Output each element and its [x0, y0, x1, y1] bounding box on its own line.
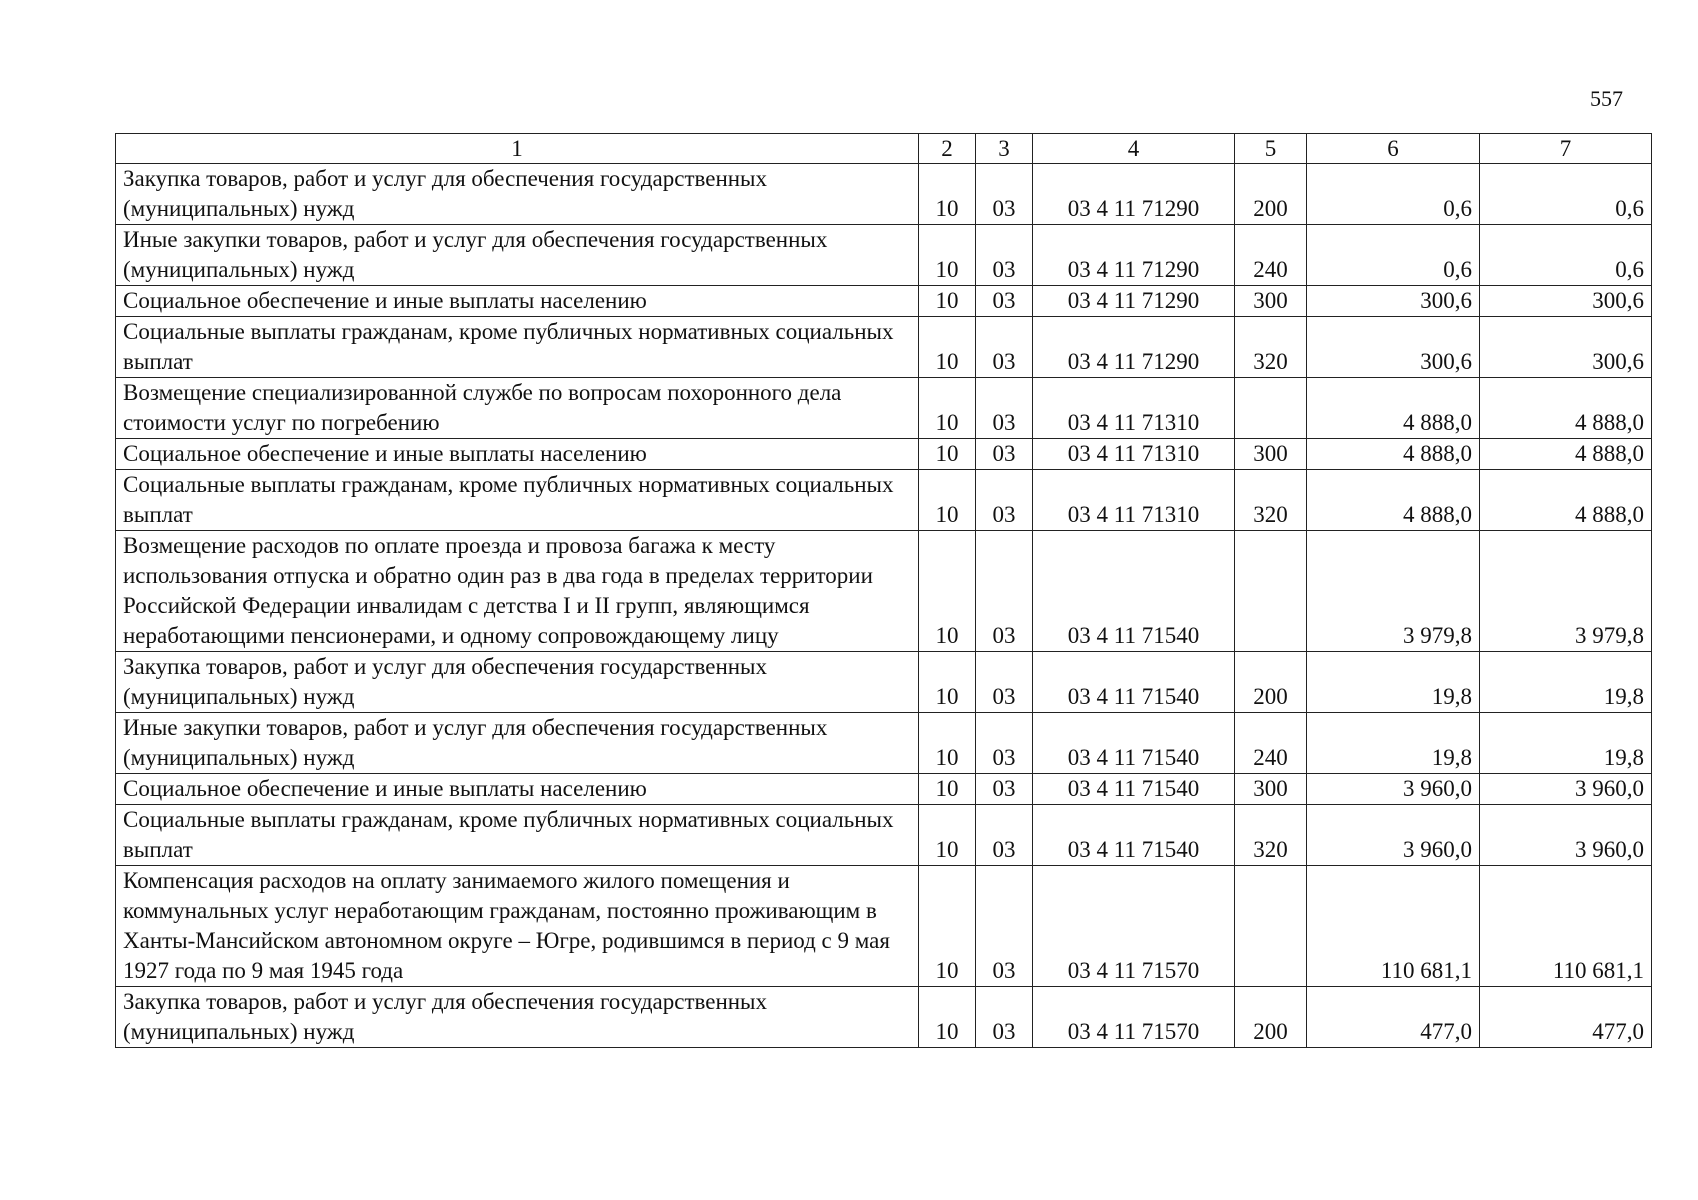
row-name-cell: Закупка товаров, работ и услуг для обеспечения государственных (муниципальных) нужд: [116, 987, 919, 1048]
row-expense-type-cell: 200: [1235, 987, 1307, 1048]
row-expense-type-cell: 300: [1235, 774, 1307, 805]
row-amount-year2-cell: 19,8: [1480, 713, 1652, 774]
row-name-cell: Социальное обеспечение и иные выплаты населению: [116, 286, 919, 317]
row-amount-year2-cell: 0,6: [1480, 164, 1652, 225]
page-number: 557: [1590, 86, 1623, 111]
header-col-2: 2: [919, 134, 976, 164]
row-amount-year2-cell: 3 960,0: [1480, 805, 1652, 866]
table-row: [116, 470, 1652, 531]
row-expense-type-cell: 200: [1235, 652, 1307, 713]
row-amount-year2-cell: 19,8: [1480, 652, 1652, 713]
row-amount-year2-cell: 300,6: [1480, 317, 1652, 378]
row-section-cell: 10: [919, 225, 976, 286]
row-section-cell: 10: [919, 317, 976, 378]
row-target-article-cell: 03 4 11 71540: [1033, 652, 1235, 713]
row-section-cell: 10: [919, 774, 976, 805]
row-section-cell: 10: [919, 286, 976, 317]
row-expense-type-cell: 300: [1235, 286, 1307, 317]
row-target-article-cell: 03 4 11 71310: [1033, 378, 1235, 439]
row-subsection-cell: 03: [976, 439, 1033, 470]
row-target-article-cell: 03 4 11 71310: [1033, 470, 1235, 531]
row-target-article-cell: 03 4 11 71540: [1033, 805, 1235, 866]
row-subsection-cell: 03: [976, 805, 1033, 866]
row-amount-year1-cell: 477,0: [1307, 987, 1480, 1048]
row-amount-year1-cell: 110 681,1: [1307, 866, 1480, 987]
row-amount-year1-cell: 19,8: [1307, 652, 1480, 713]
row-subsection-cell: 03: [976, 286, 1033, 317]
row-target-article-cell: 03 4 11 71290: [1033, 317, 1235, 378]
row-amount-year2-cell: 3 979,8: [1480, 531, 1652, 652]
row-name-cell: Социальное обеспечение и иные выплаты населению: [116, 774, 919, 805]
row-name-cell: Социальные выплаты гражданам, кроме публичных нормативных социальных выплат: [116, 317, 919, 378]
row-amount-year1-cell: 0,6: [1307, 225, 1480, 286]
row-name-cell: Социальное обеспечение и иные выплаты населению: [116, 439, 919, 470]
row-target-article-cell: 03 4 11 71290: [1033, 164, 1235, 225]
row-subsection-cell: 03: [976, 774, 1033, 805]
row-amount-year2-cell: 300,6: [1480, 286, 1652, 317]
table-row: [116, 713, 1652, 774]
header-col-4: 4: [1033, 134, 1235, 164]
row-amount-year2-cell: 477,0: [1480, 987, 1652, 1048]
row-section-cell: 10: [919, 713, 976, 774]
row-amount-year1-cell: 4 888,0: [1307, 439, 1480, 470]
header-row: [116, 134, 1652, 164]
row-subsection-cell: 03: [976, 164, 1033, 225]
row-expense-type-cell: [1235, 531, 1307, 652]
row-subsection-cell: 03: [976, 225, 1033, 286]
row-section-cell: 10: [919, 439, 976, 470]
header-col-5: 5: [1235, 134, 1307, 164]
header-col-3: 3: [976, 134, 1033, 164]
table-row: [116, 774, 1652, 805]
row-section-cell: 10: [919, 378, 976, 439]
row-amount-year2-cell: 3 960,0: [1480, 774, 1652, 805]
row-subsection-cell: 03: [976, 713, 1033, 774]
budget-table: [115, 133, 1652, 1048]
row-target-article-cell: 03 4 11 71540: [1033, 531, 1235, 652]
row-expense-type-cell: 300: [1235, 439, 1307, 470]
row-name-cell: Возмещение расходов по оплате проезда и провоза багажа к месту использования отпуска и обратно один раз в два года в пределах территории Российской Федерации инвалидам с детства I и II групп, являющимся неработающими пенсионерами, и одному сопровождающему лицу: [116, 531, 919, 652]
row-target-article-cell: 03 4 11 71540: [1033, 774, 1235, 805]
row-amount-year1-cell: 4 888,0: [1307, 470, 1480, 531]
row-name-cell: Закупка товаров, работ и услуг для обеспечения государственных (муниципальных) нужд: [116, 652, 919, 713]
row-target-article-cell: 03 4 11 71310: [1033, 439, 1235, 470]
row-name-cell: Социальные выплаты гражданам, кроме публичных нормативных социальных выплат: [116, 805, 919, 866]
row-expense-type-cell: 240: [1235, 225, 1307, 286]
row-target-article-cell: 03 4 11 71290: [1033, 225, 1235, 286]
row-subsection-cell: 03: [976, 317, 1033, 378]
row-expense-type-cell: 320: [1235, 805, 1307, 866]
row-amount-year2-cell: 110 681,1: [1480, 866, 1652, 987]
row-section-cell: 10: [919, 531, 976, 652]
table-row: [116, 805, 1652, 866]
header-col-6: 6: [1307, 134, 1480, 164]
row-subsection-cell: 03: [976, 531, 1033, 652]
table-row: [116, 866, 1652, 987]
row-subsection-cell: 03: [976, 378, 1033, 439]
row-amount-year2-cell: 4 888,0: [1480, 378, 1652, 439]
table-row: [116, 378, 1652, 439]
row-subsection-cell: 03: [976, 866, 1033, 987]
row-name-cell: Компенсация расходов на оплату занимаемого жилого помещения и коммунальных услуг неработающим гражданам, постоянно проживающим в Ханты-Мансийском автономном округе – Югре, родившимся в период с 9 мая 1927 года по 9 мая 1945 года: [116, 866, 919, 987]
table-row: [116, 164, 1652, 225]
row-amount-year1-cell: 4 888,0: [1307, 378, 1480, 439]
row-section-cell: 10: [919, 987, 976, 1048]
row-expense-type-cell: [1235, 866, 1307, 987]
row-amount-year1-cell: 300,6: [1307, 317, 1480, 378]
row-target-article-cell: 03 4 11 71570: [1033, 987, 1235, 1048]
row-section-cell: 10: [919, 805, 976, 866]
row-subsection-cell: 03: [976, 470, 1033, 531]
row-subsection-cell: 03: [976, 987, 1033, 1048]
header-col-1: 1: [116, 134, 919, 164]
row-amount-year2-cell: 0,6: [1480, 225, 1652, 286]
row-name-cell: Социальные выплаты гражданам, кроме публичных нормативных социальных выплат: [116, 470, 919, 531]
row-target-article-cell: 03 4 11 71290: [1033, 286, 1235, 317]
row-expense-type-cell: 320: [1235, 470, 1307, 531]
row-name-cell: Иные закупки товаров, работ и услуг для обеспечения государственных (муниципальных) нужд: [116, 713, 919, 774]
row-amount-year2-cell: 4 888,0: [1480, 470, 1652, 531]
row-amount-year1-cell: 19,8: [1307, 713, 1480, 774]
row-section-cell: 10: [919, 866, 976, 987]
row-amount-year1-cell: 3 960,0: [1307, 774, 1480, 805]
row-amount-year1-cell: 300,6: [1307, 286, 1480, 317]
row-expense-type-cell: 200: [1235, 164, 1307, 225]
row-expense-type-cell: [1235, 378, 1307, 439]
row-expense-type-cell: 320: [1235, 317, 1307, 378]
row-target-article-cell: 03 4 11 71540: [1033, 713, 1235, 774]
row-subsection-cell: 03: [976, 652, 1033, 713]
row-amount-year2-cell: 4 888,0: [1480, 439, 1652, 470]
row-name-cell: Иные закупки товаров, работ и услуг для обеспечения государственных (муниципальных) нужд: [116, 225, 919, 286]
row-expense-type-cell: 240: [1235, 713, 1307, 774]
table-body: [116, 164, 1652, 1048]
table-row: [116, 439, 1652, 470]
row-section-cell: 10: [919, 164, 976, 225]
row-section-cell: 10: [919, 470, 976, 531]
table-row: [116, 317, 1652, 378]
table-row: [116, 652, 1652, 713]
row-amount-year1-cell: 0,6: [1307, 164, 1480, 225]
row-target-article-cell: 03 4 11 71570: [1033, 866, 1235, 987]
row-name-cell: Возмещение специализированной службе по вопросам похоронного дела стоимости услуг по погребению: [116, 378, 919, 439]
table-row: [116, 531, 1652, 652]
table-row: [116, 225, 1652, 286]
row-name-cell: Закупка товаров, работ и услуг для обеспечения государственных (муниципальных) нужд: [116, 164, 919, 225]
row-amount-year1-cell: 3 979,8: [1307, 531, 1480, 652]
header-col-7: 7: [1480, 134, 1652, 164]
row-amount-year1-cell: 3 960,0: [1307, 805, 1480, 866]
row-section-cell: 10: [919, 652, 976, 713]
table-row: [116, 987, 1652, 1048]
table-row: [116, 286, 1652, 317]
